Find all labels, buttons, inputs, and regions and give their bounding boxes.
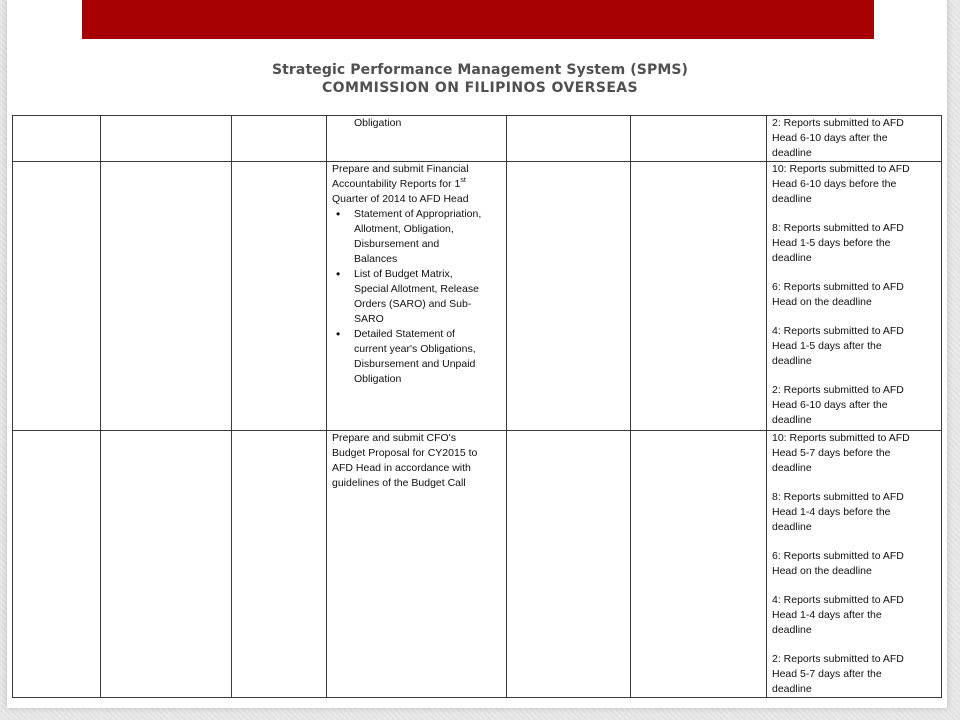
table-cell-empty: [101, 162, 232, 431]
table-cell-empty: [101, 116, 232, 162]
table-cell-empty: [13, 162, 101, 431]
activity-cell: [327, 431, 507, 698]
activity-description: [332, 162, 503, 207]
activity-description: Prepare and submit CFO's Budget Proposal for CY2015 to AFD Head in accordance with guidelines of the Budget Call: [332, 432, 478, 489]
activity-lead-part-a: Prepare and submit Financial Accountability Reports for 1: [332, 163, 469, 190]
table-cell-empty: [101, 431, 232, 698]
table-cell-empty: [232, 162, 327, 431]
list-item: • Statement of Appropriation, Allotment, Obligation, Disbursement and Balances: [332, 207, 503, 267]
table-cell-empty: [507, 431, 631, 698]
rating-item: 2: Reports submitted to AFD Head 6-10 days after the deadline: [772, 117, 904, 159]
rating-item: 2: Reports submitted to AFD Head 5-7 days after the deadline: [772, 653, 904, 695]
document-heading: [0, 61, 960, 97]
activity-lead-part-b: Quarter of 2014 to AFD Head: [332, 193, 469, 205]
activity-tail-text: Obligation: [354, 117, 402, 129]
list-item: • Detailed Statement of current year's Obligations, Disbursement and Unpaid Obligation: [332, 327, 503, 387]
rating-item: 4: Reports submitted to AFD Head 1-4 days after the deadline: [772, 594, 904, 636]
top-red-banner: [82, 0, 874, 39]
rating-cell: [767, 116, 942, 162]
rating-item: 4: Reports submitted to AFD Head 1-5 days after the deadline: [772, 325, 904, 367]
table-cell-empty: [13, 116, 101, 162]
table-cell-empty: [232, 116, 327, 162]
table-cell-empty: [13, 431, 101, 698]
rating-cell: [767, 431, 942, 698]
spms-table: [12, 115, 942, 698]
table-row: [13, 431, 942, 698]
table-row: [13, 162, 942, 431]
rating-item: 8: Reports submitted to AFD Head 1-5 days before the deadline: [772, 222, 904, 264]
table-cell-empty: [232, 431, 327, 698]
rating-item: 8: Reports submitted to AFD Head 1-4 days before the deadline: [772, 491, 904, 533]
rating-cell: [767, 162, 942, 431]
activity-cell: [327, 162, 507, 431]
rating-item: 6: Reports submitted to AFD Head on the deadline: [772, 281, 904, 308]
table-cell-empty: [507, 116, 631, 162]
activity-cell: [327, 116, 507, 162]
rating-item: 10: Reports submitted to AFD Head 6-10 days before the deadline: [772, 163, 910, 205]
table-cell-empty: [631, 431, 767, 698]
activity-bullet-list: [332, 207, 503, 387]
list-item: • List of Budget Matrix, Special Allotment, Release Orders (SARO) and Sub- SARO: [332, 267, 503, 327]
table-cell-empty: [631, 116, 767, 162]
table-row: [13, 116, 942, 162]
rating-item: 2: Reports submitted to AFD Head 6-10 days after the deadline: [772, 384, 904, 426]
ordinal-superscript: st: [460, 177, 466, 184]
rating-item: 6: Reports submitted to AFD Head on the deadline: [772, 550, 904, 577]
spms-table-wrapper: [12, 115, 941, 695]
document-subtitle: COMMISSION ON FILIPINOS OVERSEAS: [322, 80, 638, 96]
rating-item: 10: Reports submitted to AFD Head 5-7 days before the deadline: [772, 432, 910, 474]
document-title: Strategic Performance Management System (SPMS): [271, 62, 689, 78]
table-cell-empty: [507, 162, 631, 431]
table-cell-empty: [631, 162, 767, 431]
